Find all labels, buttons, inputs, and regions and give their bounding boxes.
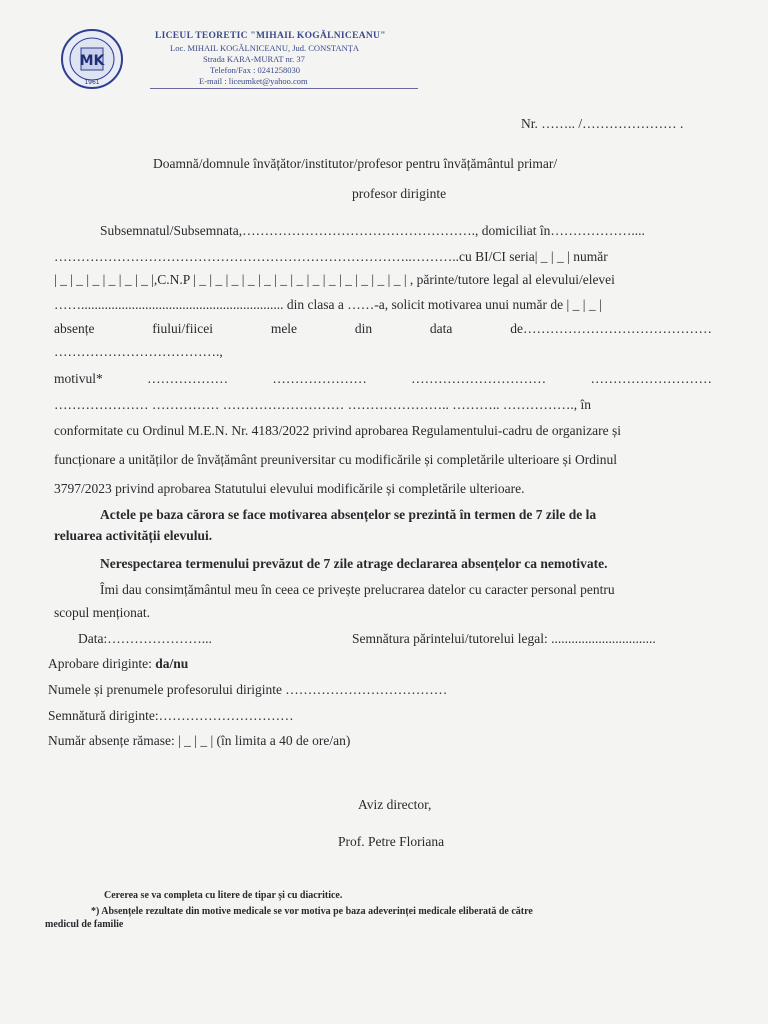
footer-instruction: Cererea se va completa cu litere de tipar și cu diacritice.	[104, 890, 343, 901]
approval-field	[48, 656, 188, 672]
approval-label: Aprobare diriginte:	[48, 656, 156, 671]
form-line-4: ……............................................................ din clasa a ……-a, solicit motivarea unui număr de | _ | _ |	[54, 297, 602, 312]
form-line-5	[54, 321, 712, 337]
reason-dots-3: …………………………	[411, 371, 547, 386]
form-line-6: ……………………………….,	[54, 344, 223, 359]
school-address-1: Loc. MIHAIL KOGĂLNICEANU, Jud. CONSTANȚA	[170, 43, 360, 53]
deadline-line-1: Actele pe baza cărora se face motivarea absențelor se prezintă în termen de 7 zile de la	[100, 507, 597, 522]
footer-note-line-1: *) Absențele rezultate din motive medicale se vor motiva pe baza adeverinței medicale eliberată de către	[91, 906, 533, 917]
teacher-name-field: Numele și prenumele profesorului diriginte ………………………………	[48, 682, 448, 697]
remaining-absences-field: Număr absențe rămase: | _ | _ | (în limita a 40 de ore/an)	[48, 733, 351, 748]
approval-options: da/nu	[155, 656, 189, 671]
header-rule	[150, 88, 418, 89]
reason-label: motivul*	[54, 371, 103, 386]
parent-signature-field: Semnătura părintelui/tutorelui legal: ...............................	[352, 631, 656, 646]
school-name: LICEUL TEORETIC "MIHAIL KOGĂLNICEANU"	[155, 31, 386, 41]
deadline-warning: Nerespectarea termenului prevăzut de 7 zile atrage declararea absențelor ca nemotivate.	[100, 556, 608, 571]
director-name: Prof. Petre Floriana	[338, 834, 445, 849]
order-line-3: 3797/2023 privind aprobarea Statutului elevului modificările și completările ulterioare.	[54, 481, 525, 496]
order-line-1: conformitate cu Ordinul M.E.N. Nr. 4183/2022 privind aprobarea Regulamentului-cadru de organizare și	[54, 423, 621, 438]
word-fiului: fiului/fiicei	[152, 321, 214, 336]
word-absente: absențe	[54, 321, 95, 336]
teacher-signature-field: Semnătură diriginte:…………………………	[48, 708, 294, 723]
consent-line-1: Îmi dau consimțământul meu în ceea ce privește prelucrarea datelor cu caracter personal pentru	[100, 582, 615, 597]
registration-number: Nr. …….. /………………… .	[521, 116, 684, 131]
word-mele: mele	[270, 321, 298, 336]
form-line-2: ……………………………………………………………………..………..cu BI/CI seria| _ | _ | număr	[54, 249, 608, 264]
date-field: Data:…………………...	[78, 631, 212, 646]
reason-dots-1: ………………	[147, 371, 229, 386]
order-line-2: funcționare a unităților de învățământ preuniversitar cu modificările și completările ulterioare și Ordinul	[54, 452, 618, 467]
deadline-line-2: reluarea activității elevului.	[54, 528, 213, 543]
form-line-8: ………………… …………… ……………………… ………………….. ……….. ……………., în	[54, 397, 592, 412]
form-line-1: Subsemnatul/Subsemnata,……………………………………………., domiciliat în………………....	[100, 223, 645, 238]
reason-dots-4: ………………………	[590, 371, 712, 386]
footer-note-line-2: medicul de familie	[45, 919, 124, 930]
logo-year: 1961	[84, 79, 100, 86]
form-line-7	[54, 371, 712, 387]
consent-line-2: scopul menționat.	[54, 605, 150, 620]
word-data: data	[429, 321, 453, 336]
greeting-line-1: Doamnă/domnule învățător/institutor/profesor pentru învățământul primar/	[153, 156, 558, 171]
school-logo	[60, 28, 124, 90]
reason-dots-2: …………………	[272, 371, 367, 386]
form-line-3: | _ | _ | _ | _ | _ | _ |,C.N.P | _ | _ | _ | _ | _ | _ | _ | _ | _ | _ | _ | _ | _ | , părinte/tutore legal al elevului/elevei	[54, 272, 615, 287]
word-de-dots: de……………………………………	[510, 321, 712, 336]
school-address-2: Strada KARA-MURAT nr. 37	[203, 54, 305, 64]
director-approval: Aviz director,	[358, 797, 432, 812]
greeting-line-2: profesor diriginte	[352, 186, 447, 201]
word-din: din	[354, 321, 373, 336]
school-email: E-mail : liceumket@yahoo.com	[199, 76, 308, 86]
logo-text: MK	[79, 53, 105, 69]
school-phone: Telefon/Fax : 0241258030	[210, 65, 301, 75]
